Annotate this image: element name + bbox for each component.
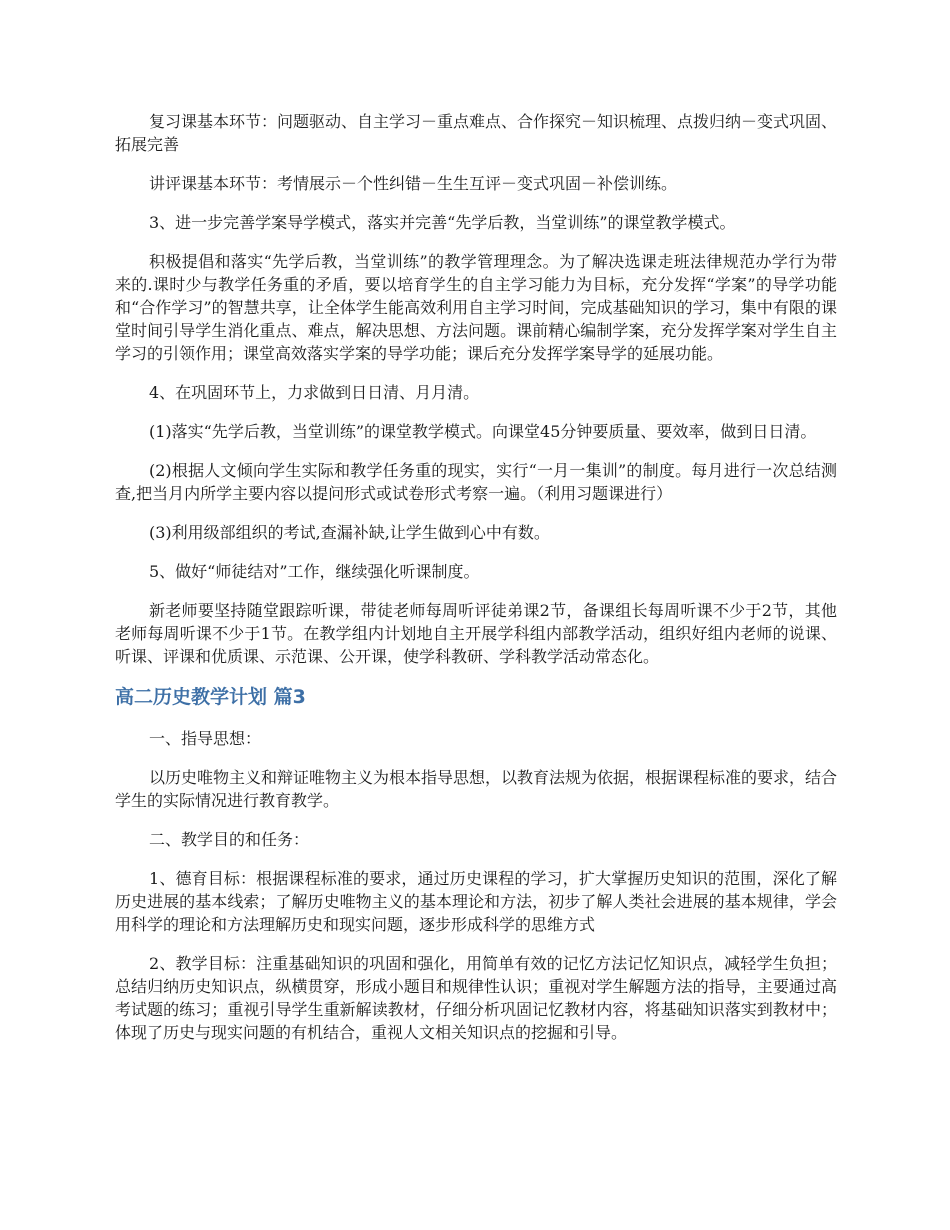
paragraph-subitem-1: (1)落实“先学后教，当堂训练”的课堂教学模式。向课堂45分钟要质量、要效率，做到日日清。 [149, 422, 817, 441]
paragraph-mentoring-detail: 新老师要坚持随堂跟踪听课，带徒老师每周听评徒弟课2节，备课组长每周听课不少于2节，其他老师每周听课不少于1节。在教学组内计划地自主开展学科组内部教学活动，组织好组内老师的说课、听课、评课和优质课、示范课、公开课，使学科教研、学科教学活动常态化。 [115, 601, 837, 666]
paragraph-moral-goal: 1、德育目标：根据课程标准的要求，通过历史课程的学习，扩大掌握历史知识的范围，深化了解历史进展的基本线索；了解历史唯物主义的基本理论和方法，初步了解人类社会进展的基本规律，学会用科学的理论和方法理解历史和现实问题，逐步形成科学的思维方式 [115, 869, 837, 934]
paragraph-goals-title: 二、教学目的和任务： [149, 830, 310, 849]
paragraph-item-3: 3、进一步完善学案导学模式，落实并完善“先学后教，当堂训练”的课堂教学模式。 [149, 213, 736, 232]
paragraph-learning-plan-detail: 积极提倡和落实“先学后教，当堂训练”的教学管理理念。为了解决选课走班法律规范办学行为带来的.课时少与教学任务重的矛盾，要以培育学生的自主学习能力为目标，充分发挥“学案”的导学功能和“合作学习”的智慧共享，让全体学生能高效利用自主学习时间，完成基础知识的学习，集中有限的课堂时间引导学生消化重点、难点，解决思想、方法问题。课前精心编制学案，充分发挥学案对学生自主学习的引领作用；课堂高效落实学案的导学功能；课后充分发挥学案导学的延展功能。 [115, 252, 837, 363]
paragraph-guiding-thought: 以历史唯物主义和辩证唯物主义为根本指导思想，以教育法规为依据，根据课程标准的要求，结合学生的实际情况进行教育教学。 [115, 768, 838, 810]
paragraph-subitem-3: (3)利用级部组织的考试,查漏补缺,让学生做到心中有数。 [149, 523, 550, 542]
document-body [115, 110, 837, 1060]
paragraph-item-4: 4、在巩固环节上，力求做到日日清、月月清。 [149, 383, 480, 402]
paragraph-item-5: 5、做好“师徒结对”工作，继续强化听课制度。 [149, 562, 480, 581]
paragraph-review-lesson-steps: 复习课基本环节：问题驱动、自主学习－重点难点、合作探究－知识梳理、点拨归纳－变式巩固、拓展完善 [115, 112, 838, 154]
section-heading: 高二历史教学计划 篇3 [115, 686, 306, 708]
paragraph-teaching-goal: 2、教学目标：注重基础知识的巩固和强化，用简单有效的记忆方法记忆知识点，减轻学生负担；总结归纳历史知识点，纵横贯穿，形成小题目和规律性认识；重视对学生解题方法的指导，主要通过高考试题的练习；重视引导学生重新解读教材，仔细分析巩固记忆教材内容，将基础知识落实到教材中；体现了历史与现实问题的有机结合，重视人文相关知识点的挖掘和引导。 [115, 954, 837, 1042]
paragraph-lecture-lesson-steps: 讲评课基本环节：考情展示－个性纠错－生生互评－变式巩固－补偿训练。 [149, 174, 678, 193]
paragraph-subitem-2: (2)根据人文倾向学生实际和教学任务重的现实，实行“一月一集训”的制度。每月进行一次总结测查,把当月内所学主要内容以提问形式或试卷形式考察一遍。（利用习题课进行） [115, 461, 837, 503]
paragraph-guiding-thought-title: 一、指导思想： [149, 729, 262, 748]
